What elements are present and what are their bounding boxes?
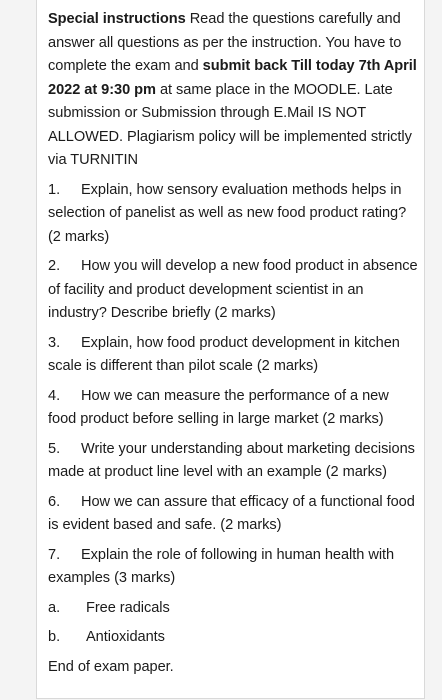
subitem-letter: a. [48,599,61,616]
question-text: Write your understanding about marketing decisions made at product line level with an example (2 marks) [48,440,415,480]
document-card [36,0,425,699]
question-number: 7. [48,546,61,563]
question-number: 4. [48,387,61,404]
question-text: How we can assure that efficacy of a functional food is evident based and safe. (2 marks) [48,493,415,533]
question-1 [48,179,420,250]
question-4 [48,385,420,432]
question-number: 1. [48,181,61,198]
question-5 [48,438,420,485]
question-number: 2. [48,258,61,274]
question-text: How you will develop a new food product in absence of facility and product development scientist in an industry? Describe briefly (2 marks) [48,258,418,321]
deadline-text: submit back Till today 7th April 2022 at 9:30 pm [48,58,417,98]
question-text: Explain, how food product development in kitchen scale is different than pilot scale (2 marks) [48,334,400,374]
question-2 [48,255,420,326]
question-7 [48,544,420,591]
subitem-text: Free radicals [86,599,170,616]
question-text: How we can measure the performance of a new food product before selling in large market (2 marks) [48,387,389,427]
question-3 [48,332,420,379]
question-number: 5. [48,440,61,457]
question-6 [48,491,420,538]
instructions-label: Special instructions [48,11,186,27]
question-text: Explain the role of following in human health with examples (3 marks) [48,546,395,586]
special-instructions [48,8,420,173]
question-number: 3. [48,334,61,351]
subitem-a [48,597,420,621]
instructions-text-2: at same place in the MOODLE. Late submission or Submission through E.Mail IS NOT ALLOWED. Plagiarism policy will be implemented strictly via TURNITIN [48,81,412,168]
closing-line: End of exam paper. [48,658,174,675]
subitem-letter: b. [48,629,61,645]
subitem-text: Antioxidants [86,629,165,645]
question-number: 6. [48,493,61,510]
exam-document [48,8,420,679]
subitem-b [48,626,420,650]
instructions-text: Read the questions carefully and answer all questions as per the instruction. You have to complete the exam and [48,11,402,74]
question-text: Explain, how sensory evaluation methods helps in selection of panelist as well as new food product rating? (2 marks) [48,181,407,245]
